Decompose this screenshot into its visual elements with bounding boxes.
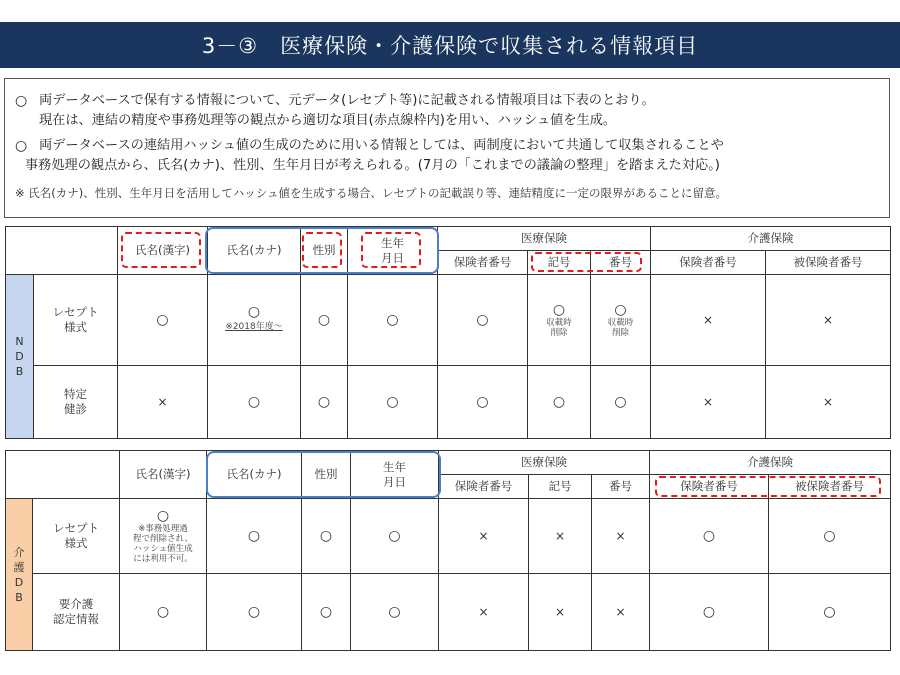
row-label: レセプト 様式 [34,275,118,366]
note-footnote: ※ 氏名(カナ)、性別、生年月日を活用してハッシュ値を生成する場合、レセプトの記載誤り等、連結精度に一定の限界があることに留意。 [15,186,728,200]
cell-name-kanji: × [118,366,208,439]
row-label: レセプト 様式 [33,499,120,574]
cell-name-kana: ○ [207,574,302,651]
cell-name-kana: ○ ※2018年度～ [208,275,301,366]
cell-name-kana: ○ [207,499,302,574]
db-label-kaigo: 介 護 D B [6,499,33,651]
table-row [6,574,891,651]
header-dob: 生年 月日 [351,451,439,499]
note-line: 事務処理の観点から、氏名(カナ)、性別、生年月日が考えられる。(7月の「これまでの議論の整理」を踏まえた対応。) [25,158,720,173]
cell-med-bango: × [592,574,650,651]
cell-med-kigo: × [529,574,592,651]
corner-cell [6,451,120,499]
cell-kaigo-insured-no: × [766,275,891,366]
note-item-2 [15,136,879,176]
header-med-kigo: 記号 [529,475,592,499]
cell-note: ※2018年度～ [225,322,283,332]
cell-kaigo-insured-no: × [766,366,891,439]
cell-dob: ○ [348,366,438,439]
header-med-bango: 番号 [591,251,651,275]
header-dob: 生年 月日 [348,227,438,275]
cell-med-bango: × [592,499,650,574]
note-line: 両データベースで保有する情報について、元データ(レセプト等)に記載される情報項目は下表のとおり。 [39,93,655,108]
cell-dob: ○ [351,574,439,651]
corner-cell [6,227,118,275]
ndb-table [5,226,891,439]
cell-med-kigo: ○ [528,366,591,439]
cell-name-kanji: ○ [120,574,207,651]
header-name-kana: 氏名(カナ) [207,451,302,499]
cell-med-kigo: × [529,499,592,574]
table-row [6,366,891,439]
note-line: 両データベースの連結用ハッシュ値の生成のために用いる情報としては、両制度において共通して収集されることや [39,138,724,153]
cell-sex: ○ [302,574,351,651]
cell-med-insurer-no: × [439,574,529,651]
header-name-kanji: 氏名(漢字) [118,227,208,275]
header-med-bango: 番号 [592,475,650,499]
cell-kaigo-insured-no: ○ [769,499,891,574]
header-name-kanji: 氏名(漢字) [120,451,207,499]
table-row [6,499,891,574]
row-label: 要介護 認定情報 [33,574,120,651]
bullet-icon: ○ [15,93,28,109]
cell-med-kigo: ○ 収載時 削除 [528,275,591,366]
cell-name-kanji: ○ ※事務処理過 程で削除され、 ハッシュ値生成 には利用不可。 [120,499,207,574]
header-name-kana: 氏名(カナ) [208,227,301,275]
cell-kaigo-insurer-no: ○ [650,499,769,574]
header-kaigo-insurer-no: 保険者番号 [651,251,766,275]
db-label-ndb: N D B [6,275,34,439]
header-med-insurer-no: 保険者番号 [438,251,528,275]
cell-med-insurer-no: × [439,499,529,574]
header-kaigo-insurer-no: 保険者番号 [650,475,769,499]
cell-name-kanji: ○ [118,275,208,366]
table-row [6,275,891,366]
cell-sex: ○ [302,499,351,574]
header-kaigo-insured-no: 被保険者番号 [766,251,891,275]
header-medical-group: 医療保険 [438,227,651,251]
page-title: 3－③ 医療保険・介護保険で収集される情報項目 [0,22,900,68]
cell-kaigo-insurer-no: × [651,275,766,366]
header-kaigo-insured-no: 被保険者番号 [769,475,891,499]
cell-med-insurer-no: ○ [438,366,528,439]
header-sex: 性別 [302,451,351,499]
header-med-insurer-no: 保険者番号 [439,475,529,499]
note-line: 現在は、連結の精度や事務処理等の観点から適切な項目(赤点線枠内)を用い、ハッシュ値を生成。 [39,113,617,128]
cell-kaigo-insured-no: ○ [769,574,891,651]
row-label: 特定 健診 [34,366,118,439]
header-sex: 性別 [301,227,348,275]
cell-dob: ○ [348,275,438,366]
cell-sex: ○ [301,366,348,439]
cell-kaigo-insurer-no: × [651,366,766,439]
cell-kaigo-insurer-no: ○ [650,574,769,651]
bullet-icon: ○ [15,138,28,154]
kaigo-db-table [5,450,891,651]
cell-name-kana: ○ [208,366,301,439]
cell-dob: ○ [351,499,439,574]
header-kaigo-group: 介護保険 [651,227,891,251]
cell-med-bango: ○ [591,366,651,439]
header-med-kigo: 記号 [528,251,591,275]
notes-box [4,78,890,218]
cell-med-bango: ○ 収載時 削除 [591,275,651,366]
note-item-1 [15,91,879,131]
header-medical-group: 医療保険 [439,451,650,475]
cell-med-insurer-no: ○ [438,275,528,366]
cell-sex: ○ [301,275,348,366]
header-kaigo-group: 介護保険 [650,451,891,475]
